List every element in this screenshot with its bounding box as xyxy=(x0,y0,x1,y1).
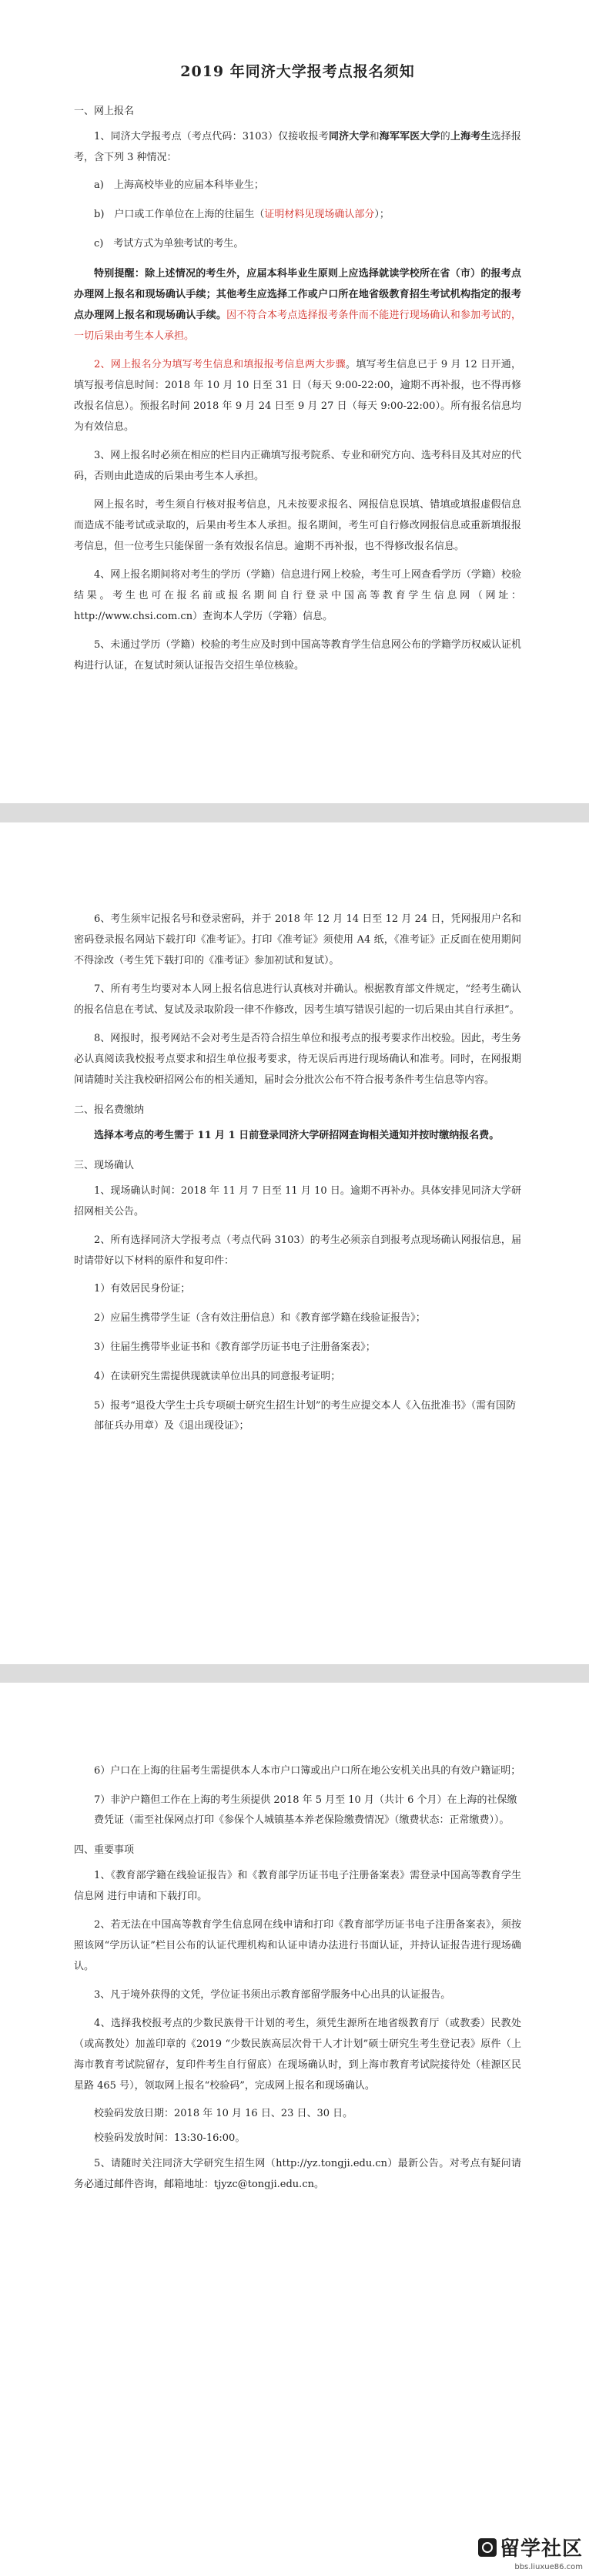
document-page-2 xyxy=(0,822,589,1664)
section-heading-fee: 二、报名费缴纳 xyxy=(74,1104,145,1116)
note-5: 5、请随时关注同济大学研究生招生网（http://yz.tongji.edu.cn）最新公告。对考点有疑问请务必通过邮件咨询，邮箱地址：tjyzc@tongji.edu.cn。 xyxy=(74,2158,521,2190)
paragraph-8: 8、网报时，报考网站不会对考生是否符合招生单位和报考点的报考要求作出校验。因此，考生务必认真阅读我校报考点要求和招生单位报考要求，待无误后再进行现场确认和准考。同时，在网报期间请随时关注我校研招网公布的相关通知，届时会分批次公布不符合报考条件考生信息等内容。 xyxy=(74,1033,521,1086)
note-2: 2、若无法在中国高等教育学生信息网在线申请和打印《教育部学历证书电子注册备案表》，须按照该网“学历认证”栏目公布的认证代理机构和认证申请办法进行书面认证，并持认证报告进行现场确认。 xyxy=(74,1919,521,1972)
code-date: 校验码发放日期：2018 年 10 月 16 日、23 日、30 日。 xyxy=(94,2108,353,2119)
material-item-1: 1）有效居民身份证； xyxy=(94,1283,191,1295)
fee-paragraph: 选择本考点的考生需于 11 月 1 日前登录同济大学研招网查询相关通知并按时缴纳报名费。 xyxy=(94,1130,500,1141)
note-3: 3、凡于境外获得的文凭，学位证书须出示教育部留学服务中心出具的认证报告。 xyxy=(94,1989,451,2001)
note-1: 1、《教育部学籍在线验证报告》和《教育部学历证书电子注册备案表》需登录中国高等教育学生信息网 进行申请和下载打印。 xyxy=(74,1870,521,1902)
material-item-7: 7）非沪户籍但工作在上海的考生须提供 2018 年 5 月至 10 月（共计 6 个月）在上海的社保缴费凭证（需至社保网点打印《参保个人城镇基本养老保险缴费情况》（缴费状态：正常缴费））。 xyxy=(94,1794,517,1826)
confirmation-paragraph-1: 1、现场确认时间：2018 年 11 月 7 日至 11 月 10 日。逾期不再补办。具体安排见同济大学研招网相关公告。 xyxy=(74,1185,521,1218)
material-item-5: 5）报考“退役大学生士兵专项硕士研究生招生计划”的考生应提交本人《入伍批准书》（需有国防部征兵办用章）及《退出现役证》； xyxy=(94,1400,517,1432)
document-page-1 xyxy=(0,0,589,803)
page-gap xyxy=(0,803,589,822)
material-item-4: 4）在读研究生需提供现就读单位出具的同意报考证明； xyxy=(94,1371,341,1382)
watermark-name: 留学社区 xyxy=(499,2537,583,2561)
paragraph-1: 1、同济大学报考点（考点代码：3103）仅接收报考同济大学和海军军医大学的上海考生选择报考，含下列 3 种情况： xyxy=(74,131,521,163)
paragraph-3: 3、网上报名时必须在相应的栏目内正确填写报考院系、专业和研究方向、选考科目及其对应的代码，否则由此造成的后果由考生本人承担。 xyxy=(74,450,521,482)
section-heading-important-notes: 四、重要事项 xyxy=(74,1844,135,1856)
paragraph-5: 5、未通过学历（学籍）校验的考生应及时到中国高等教育学生信息网公布的学籍学历权威认证机构进行认证，在复试时须认证报告交招生单位核验。 xyxy=(74,639,521,672)
page-gap xyxy=(0,1664,589,1683)
section-heading-online-registration: 一、网上报名 xyxy=(74,106,135,117)
code-time: 校验码发放时间：13:30-16:00。 xyxy=(94,2132,246,2144)
watermark xyxy=(478,2533,583,2571)
special-reminder: 特别提醒：除上述情况的考生外，应届本科毕业生原则上应选择就读学校所在省（市）的报考点办理网上报名和现场确认手续；其他考生应选择工作或户口所在地省级教育招生考试机构指定的报考点办理网上报名和现场确认手续。因不符合本考点选择报考条件而不能进行现场确认和参加考试的，一切后果由考生本人承担。 xyxy=(74,268,521,342)
paragraph-2: 2、网上报名分为填写考生信息和填报报考信息两大步骤。填写考生信息已于 9 月 12 日开通，填写报考信息时间：2018 年 10 月 10 日至 31 日（每天 9:00-22:00，逾期不再补报，也不得再修改报名信息）。预报名时间 2018 年 9 月 24 日至 9 月 27 日（每天 9:00-22:00）。所有报名信息均为有效信息。 xyxy=(74,359,521,433)
section-heading-onsite-confirmation: 三、现场确认 xyxy=(74,1160,135,1171)
case-b: b) 户口或工作单位在上海的往届生（证明材料见现场确认部分）； xyxy=(94,209,390,220)
paragraph-4: 4、网上报名期间将对考生的学历（学籍）信息进行网上校验，考生可上网查看学历（学籍）校验结果。考生也可在报名前或报名期间自行登录中国高等教育学生信息网（网址：http://www.chsi.com.cn）查询本人学历（学籍）信息。 xyxy=(74,569,521,622)
case-c: c) 考试方式为单独考试的考生。 xyxy=(94,238,244,250)
case-a: a) 上海高校毕业的应届本科毕业生； xyxy=(94,179,264,191)
paragraph-7: 7、所有考生均要对本人网上报名信息进行认真核对并确认。根据教育部文件规定，“经考生确认的报名信息在考试、复试及录取阶段一律不作修改，因考生填写错误引起的一切后果由其自行承担”。 xyxy=(74,983,521,1016)
material-item-3: 3）往届生携带毕业证书和《教育部学历证书电子注册备案表》； xyxy=(94,1342,376,1353)
paragraph-6: 6、考生须牢记报名号和登录密码，并于 2018 年 12 月 14 日至 12 月 24 日，凭网报用户名和密码登录报名网站下载打印《准考证》。打印《准考证》须使用 A4 纸，《准考证》正反面在使用期间不得涂改（考生凭下载打印的《准考证》参加初试和复试）。 xyxy=(74,913,521,966)
document-title: 2019 年同济大学报考点报名须知 xyxy=(180,63,415,80)
material-item-2: 2）应届生携带学生证（含有效注册信息）和《教育部学籍在线验证报告》； xyxy=(94,1312,426,1324)
confirmation-paragraph-2: 2、所有选择同济大学报考点（考点代码 3103）的考生必须亲自到报考点现场确认网报信息，届时请带好以下材料的原件和复印件： xyxy=(74,1234,521,1267)
watermark-url: bbs.liuxue86.com xyxy=(514,2563,583,2571)
document-page-3 xyxy=(0,1683,589,2576)
paragraph-3-continued: 网上报名时，考生须自行核对报考信息，凡未按要求报名、网报信息误填、错填或填报虚假信息而造成不能考试或录取的，后果由考生本人承担。报名期间，考生可自行修改网报信息或重新填报报考信息，但一位考生只能保留一条有效报名信息。逾期不再补报，也不得修改报名信息。 xyxy=(74,499,521,552)
material-item-6: 6）户口在上海的往届考生需提供本人本市户口簿或出户口所在地公安机关出具的有效户籍证明； xyxy=(94,1765,521,1777)
watermark-logo-icon xyxy=(478,2538,497,2557)
note-4: 4、选择我校报考点的少数民族骨干计划的考生，须凭生源所在地省级教育厅（或教委）民教处（或高教处）加盖印章的《2019 “少数民族高层次骨干人才计划”硕士研究生考生登记表》原件（上海市教育考试院留存，复印件考生自行留底）在现场确认时，到上海市教育考试院接待处（桂源区民星路 465 号），领取网上报名“校验码”，完成网上报名和现场确认。 xyxy=(74,2018,521,2092)
